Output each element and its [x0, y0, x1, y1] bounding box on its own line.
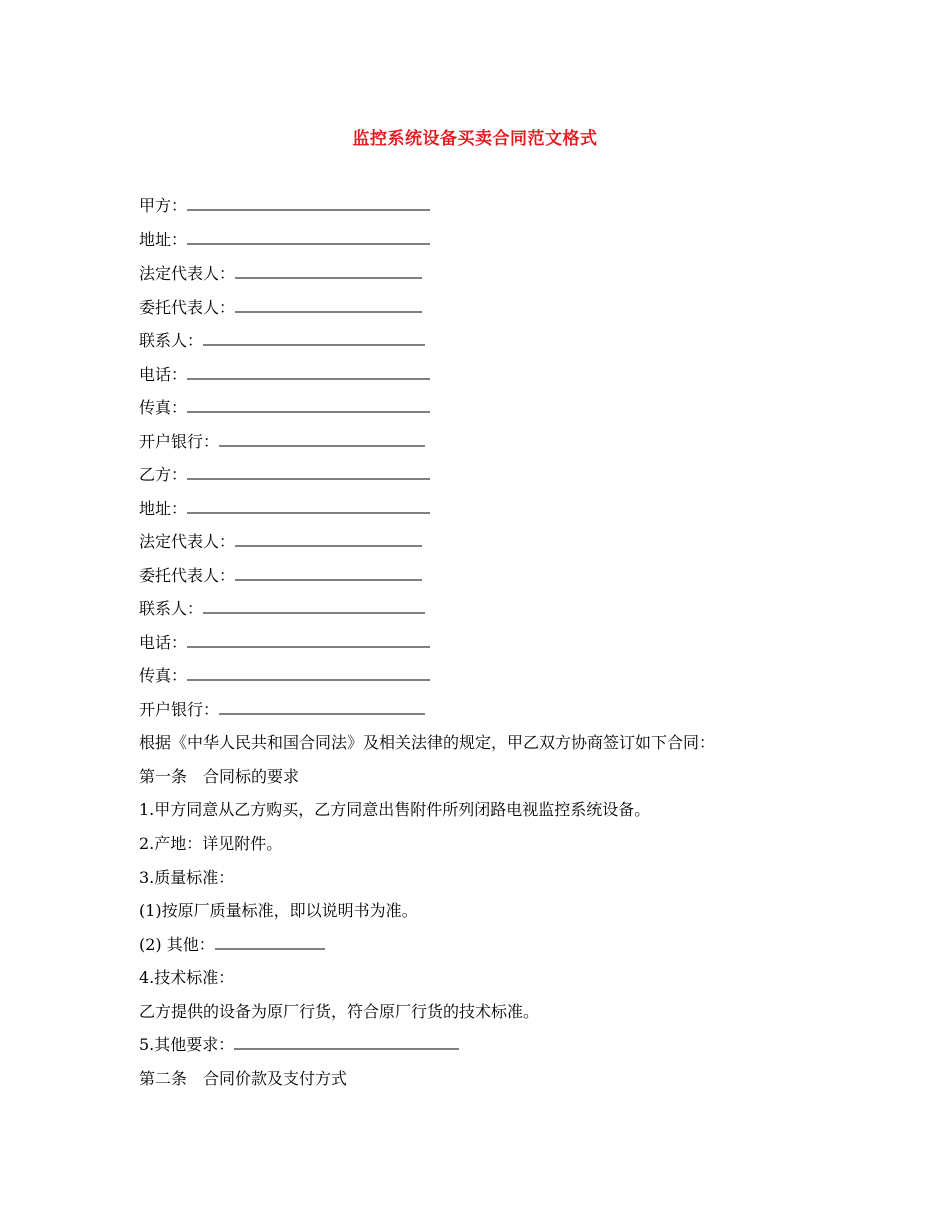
- document-title: 监控系统设备买卖合同范文格式: [352, 129, 598, 149]
- party-b-contact-line: [139, 597, 425, 621]
- article-1-item-3-1: (1)按原厂质量标准，即以说明书为准。: [139, 901, 418, 920]
- party-a-address-label: 地址：: [139, 230, 188, 249]
- party-b-bank-label: 开户银行：: [139, 700, 220, 719]
- party-a-contact-line: [139, 329, 425, 353]
- party-a-contact-blank: [203, 332, 425, 346]
- party-a-phone-label: 电话：: [139, 365, 188, 384]
- party-a-legal-rep-blank: [235, 265, 422, 279]
- article-1-item-4: 4.技术标准：: [139, 968, 235, 987]
- article-1-item-5-label: 5.其他要求：: [139, 1035, 235, 1054]
- article-2-heading: 第二条 合同价款及支付方式: [139, 1069, 348, 1088]
- article-1-heading: 第一条 合同标的要求: [139, 767, 300, 786]
- party-b-bank-blank: [219, 701, 425, 715]
- party-b-phone-line: [139, 631, 430, 655]
- article-1-item-2: 2.产地：详见附件。: [139, 834, 283, 853]
- party-b-contact-label: 联系人：: [139, 599, 204, 618]
- party-a-phone-blank: [187, 366, 430, 380]
- party-a-fax-label: 传真：: [139, 398, 188, 417]
- party-b-legal-rep-blank: [235, 533, 422, 547]
- party-b-phone-label: 电话：: [139, 633, 188, 652]
- article-1-item-3-2-label: (2) 其他：: [139, 935, 215, 954]
- party-b-fax-line: [139, 664, 430, 688]
- preamble: 根据《中华人民共和国合同法》及相关法律的规定，甲乙双方协商签订如下合同：: [139, 733, 716, 752]
- party-a-fax-line: [139, 396, 430, 420]
- party-a-contact-label: 联系人：: [139, 331, 204, 350]
- party-b-fax-blank: [187, 667, 430, 681]
- party-b-agent-label: 委托代表人：: [139, 566, 236, 585]
- article-1-item-3-2-blank: [215, 936, 325, 950]
- party-b-address-blank: [187, 500, 430, 514]
- party-b-contact-blank: [203, 600, 425, 614]
- party-b-fax-label: 传真：: [139, 666, 188, 685]
- party-a-name-line: [139, 194, 430, 218]
- party-a-agent-line: [139, 296, 422, 320]
- article-1-item-3: 3.质量标准：: [139, 868, 235, 887]
- party-a-bank-line: [139, 430, 425, 454]
- article-1-item-1: 1.甲方同意从乙方购买，乙方同意出售附件所列闭路电视监控系统设备。: [139, 800, 651, 819]
- party-b-phone-blank: [187, 634, 430, 648]
- party-b-address-line: [139, 497, 430, 521]
- article-1-item-5-blank: [234, 1036, 459, 1050]
- party-a-legal-rep-label: 法定代表人：: [139, 264, 236, 283]
- party-a-bank-label: 开户银行：: [139, 432, 220, 451]
- party-b-address-label: 地址：: [139, 499, 188, 518]
- article-1-item-4-text: 乙方提供的设备为原厂行货，符合原厂行货的技术标准。: [139, 1002, 540, 1021]
- party-a-agent-label: 委托代表人：: [139, 298, 236, 317]
- article-1-item-3-2-line: [139, 933, 325, 957]
- party-b-name-blank: [187, 466, 430, 480]
- party-a-legal-rep-line: [139, 262, 422, 286]
- party-b-name-line: [139, 463, 430, 487]
- party-b-agent-line: [139, 564, 422, 588]
- party-a-agent-blank: [235, 299, 422, 313]
- party-b-agent-blank: [235, 567, 422, 581]
- party-b-legal-rep-line: [139, 530, 422, 554]
- party-a-name-label: 甲方：: [139, 196, 188, 215]
- party-a-address-line: [139, 228, 430, 252]
- party-a-address-blank: [187, 231, 430, 245]
- party-b-name-label: 乙方：: [139, 465, 188, 484]
- party-a-phone-line: [139, 363, 430, 387]
- party-a-bank-blank: [219, 433, 425, 447]
- party-a-name-blank: [187, 197, 430, 211]
- article-1-item-5-line: [139, 1033, 459, 1057]
- party-b-bank-line: [139, 698, 425, 722]
- party-a-fax-blank: [187, 399, 430, 413]
- party-b-legal-rep-label: 法定代表人：: [139, 532, 236, 551]
